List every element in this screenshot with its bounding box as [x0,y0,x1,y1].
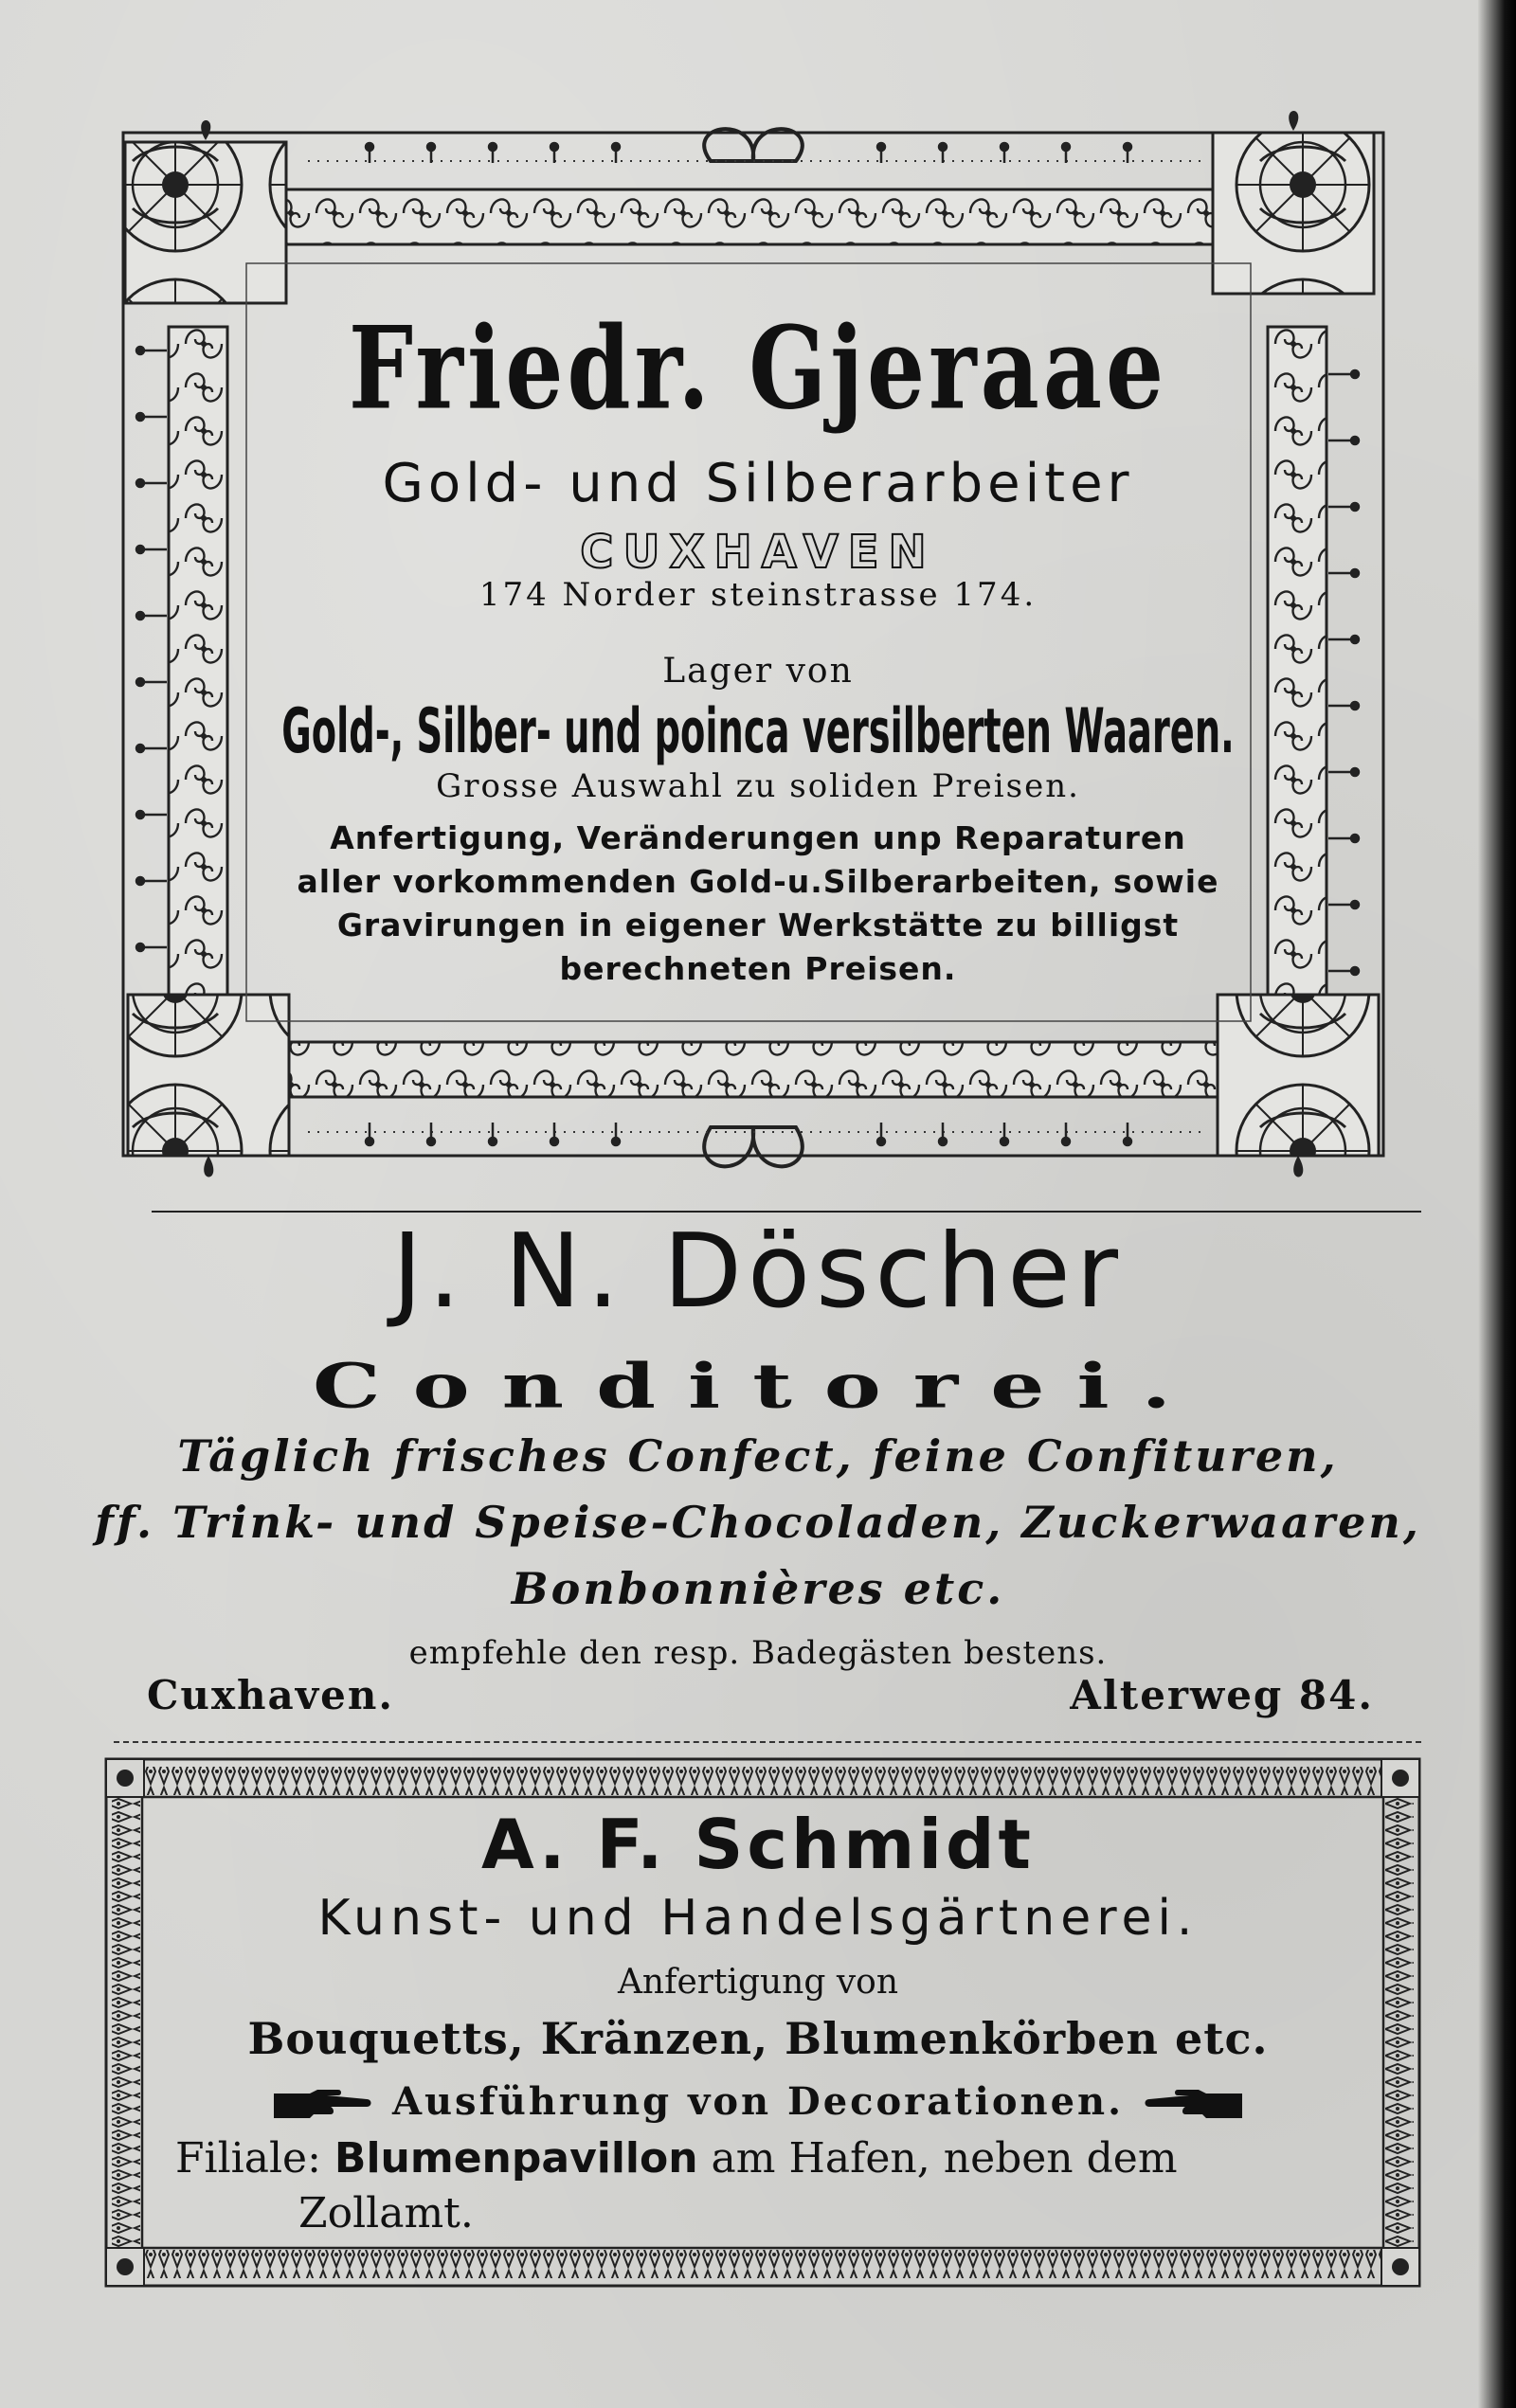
schmidt-name: A. F. Schmidt [481,1805,1035,1884]
gjeraae-stock-intro: Lager von [662,652,854,691]
branch-rest: am Hafen, neben dem [711,2134,1178,2183]
gjeraae-goods: Gold-, Silber- und poinca versilberten Waaren. [281,696,1235,767]
doescher-recommend: empfehle den resp. Badegästen bestens. [408,1634,1108,1672]
divider-rule [114,1741,1421,1743]
branch-line2: Zollamt. [298,2189,474,2237]
schmidt-decorations-row [0,2079,1516,2124]
gjeraae-choice: Grosse Auswahl zu soliden Preisen. [436,767,1080,805]
pointing-hand-left-icon [1140,2086,1244,2124]
doescher-street: Alterweg 84. [1070,1672,1374,1718]
gjeraae-city: CUXHAVEN [580,526,936,579]
gjeraae-name: Friedr. Gjeraae [348,301,1168,436]
doescher-line: ff. Trink- und Speise-Chocoladen, Zuckerwaaren, [95,1497,1421,1548]
pointing-hand-right-icon [272,2086,376,2124]
doescher-line: Täglich frisches Confect, feine Confituren, [177,1430,1339,1482]
gjeraae-workshop-text [0,817,1516,991]
schmidt-branch [175,2131,1360,2241]
workshop-line: aller vorkommenden Gold-u.Silberarbeiten, sowie [297,863,1219,900]
doescher-name: J. N. Döscher [391,1213,1125,1331]
doescher-city: Cuxhaven. [147,1672,395,1718]
gjeraae-address: 174 Norder steinstrasse 174. [478,576,1038,614]
schmidt-branch-line1 [175,2131,1360,2186]
doescher-line: Bonbonnières etc. [511,1563,1005,1614]
workshop-line: Gravirungen in eigener Werkstätte zu billigst [336,907,1180,943]
workshop-line: berechneten Preisen. [559,950,957,987]
gjeraae-trade: Gold- und Silberarbeiter [382,453,1134,514]
workshop-line: Anfertigung, Veränderungen unp Reparaturen [330,819,1186,856]
doescher-trade: Conditorei. [312,1350,1203,1423]
schmidt-trade: Kunst- und Handelsgärtnerei. [317,1890,1199,1947]
schmidt-decorations: Ausführung von Decorationen. [391,2079,1125,2124]
schmidt-goods: Bouquetts, Kränzen, Blumenkörben etc. [247,2013,1269,2064]
branch-name: Blumenpavillon [334,2134,698,2183]
schmidt-make-intro: Anfertigung von [617,1963,899,2002]
branch-label: Filiale: [175,2134,321,2183]
